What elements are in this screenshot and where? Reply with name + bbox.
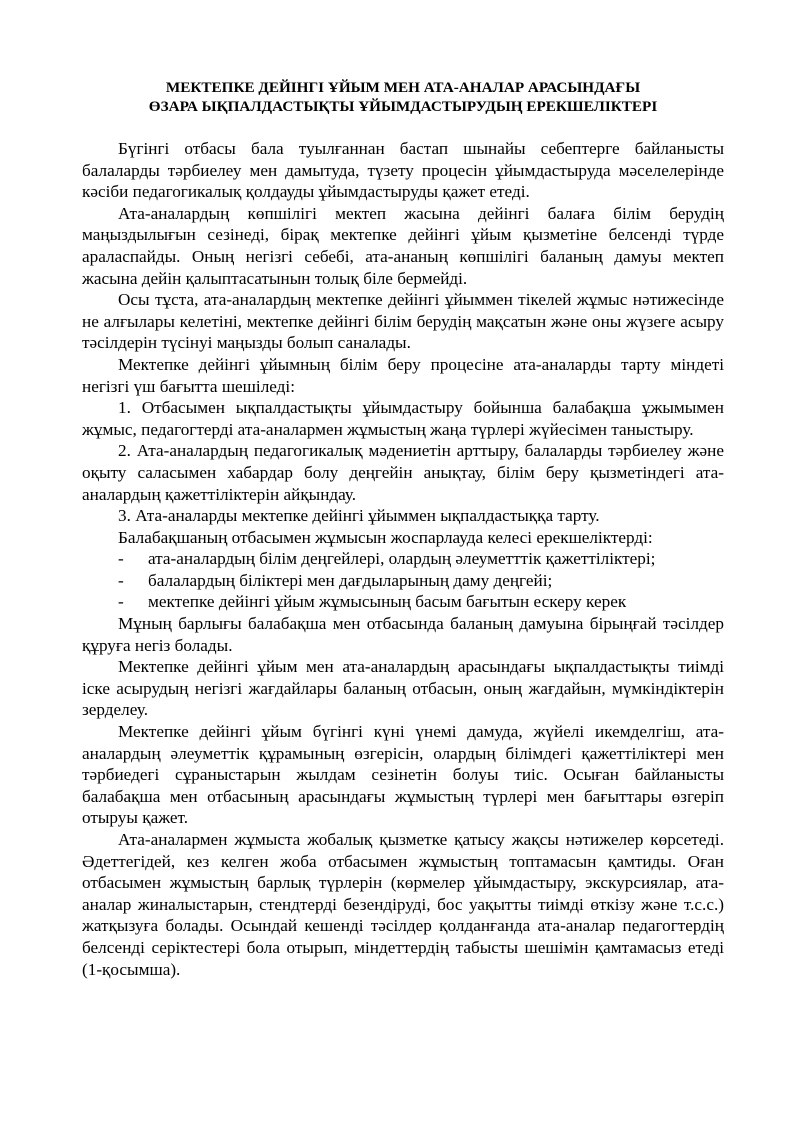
paragraph-6: Мұның барлығы балабақша мен отбасында баланың дамуына бірыңғай тәсілдер құруға негіз болады. — [82, 614, 724, 655]
numbered-item-3: 3. Ата-аналарды мектепке дейінгі ұйыммен ықпалдастыққа тарту. — [118, 506, 600, 526]
bullet-text: ата-аналардың білім деңгейлері, олардың әлеуметттік қажеттіліктері; — [148, 549, 656, 569]
title-line-1: МЕКТЕПКЕ ДЕЙІНГІ ҰЙЫМ МЕН АТА-АНАЛАР АРАСЫНДАҒЫ — [165, 79, 641, 96]
paragraph-3: Осы тұста, ата-аналардың мектепке дейінгі ұйыммен тікелей жұмыс нәтижесінде не алғылары келетіні, мектепке дейінгі білім берудің мақсатын және оны жүзеге асыру тәсілдерін түсінуі маңызды болып саналады. — [82, 290, 724, 353]
numbered-item-2: 2. Ата-аналардың педагогикалық мәдениетін арттыру, балаларды тәрбиелеу және оқыту саласымен хабардар болу деңгейін анықтау, білім беру қызметіндегі ата-аналардың қажеттіліктерін айқындау. — [82, 441, 724, 504]
bullet-dash: - — [118, 592, 124, 612]
bullet-item — [82, 591, 724, 613]
bullet-dash: - — [118, 570, 124, 590]
document-page — [82, 78, 724, 980]
paragraph-4: Мектепке дейінгі ұйымның білім беру процесіне ата-аналарды тарту міндеті негізгі үш бағытта шешіледі: — [82, 354, 724, 396]
bullet-text: балалардың біліктері мен дағдыларының даму деңгейі; — [148, 570, 553, 590]
numbered-item-1: 1. Отбасымен ықпалдастықты ұйымдастыру бойынша балабақша ұжымымен жұмыс, педагогтерді ата-аналармен жұмыстың жаңа түрлері жүйесімен таныстыру. — [82, 398, 724, 439]
bullet-item — [82, 570, 724, 592]
paragraph-5: Балабақшаның отбасымен жұмысын жоспарлауда келесі ерекшеліктерді: — [118, 527, 653, 547]
paragraph-9: Ата-аналармен жұмыста жобалық қызметке қатысу жақсы нәтижелер көрсетеді. Әдеттегідей, кез келген жоба отбасымен жұмыстың топтамасын қамтиды. Оған отбасымен жұмыстың барлық түрлерін (көрмелер ұйымдастыру, экскурсиялар, ата-аналар жиналыстарын, стендтерді безендіруді, бос уақытты тиімді өткізу және т.с.с.) жатқызуға болады. Осындай кешенді тәсілдер қолданғанда ата-аналар педагогтердің белсенді серіктестері бола отырып, міндеттердің табысты шешімін қамтамасыз етеді (1-қосымша). — [82, 830, 724, 979]
paragraph-7: Мектепке дейінгі ұйым мен ата-аналардың арасындағы ықпалдастықты тиімді іске асырудың негізгі жағдайлары баланың отбасын, оның жағдайын, мүмкіндіктерін зерделеу. — [82, 657, 724, 720]
paragraph-2: Ата-аналардың көпшілігі мектеп жасына дейінгі балаға білім берудің маңыздылығын сезінеді, бірақ мектепке дейінгі ұйым қызметіне белсенді түрде араласпайды. Оның негізгі себебі, ата-ананың көпшілігі баланың дамуы мектеп жасына дейін қалыптасатынын толық біле бермейді. — [82, 203, 724, 288]
paragraph-1: Бүгінгі отбасы бала туылғаннан бастап шынайы себептерге байланысты балаларды тәрбиелеу мен дамытуда, түзету процесін ұйымдастыруда мәселелерінде кәсіби педагогикалық қолдауды ұйымдастыруды қажет етеді. — [82, 139, 724, 202]
bullet-item — [82, 548, 724, 570]
title-line-2: ӨЗАРА ЫҚПАЛДАСТЫҚТЫ ҰЙЫМДАСТЫРУДЫҢ ЕРЕКШЕЛІКТЕРІ — [148, 98, 658, 115]
paragraph-8: Мектепке дейінгі ұйым бүгінгі күні үнемі дамуда, жүйелі икемделгіш, ата-аналардың әлеуметтік құрамының өзгерісін, олардың білімдегі қажеттіліктері мен тәрбиедегі сұраныстарын жылдам сезінетін болуы тиіс. Осыған байланысты балабақша мен отбасының арасындағы жұмыстың түрлері мен бағыттары өзгеріп отыруы қажет. — [82, 722, 724, 828]
bullet-text: мектепке дейінгі ұйым жұмысының басым бағытын ескеру керек — [148, 592, 627, 612]
bullet-dash: - — [118, 549, 124, 569]
document-title — [82, 78, 724, 116]
